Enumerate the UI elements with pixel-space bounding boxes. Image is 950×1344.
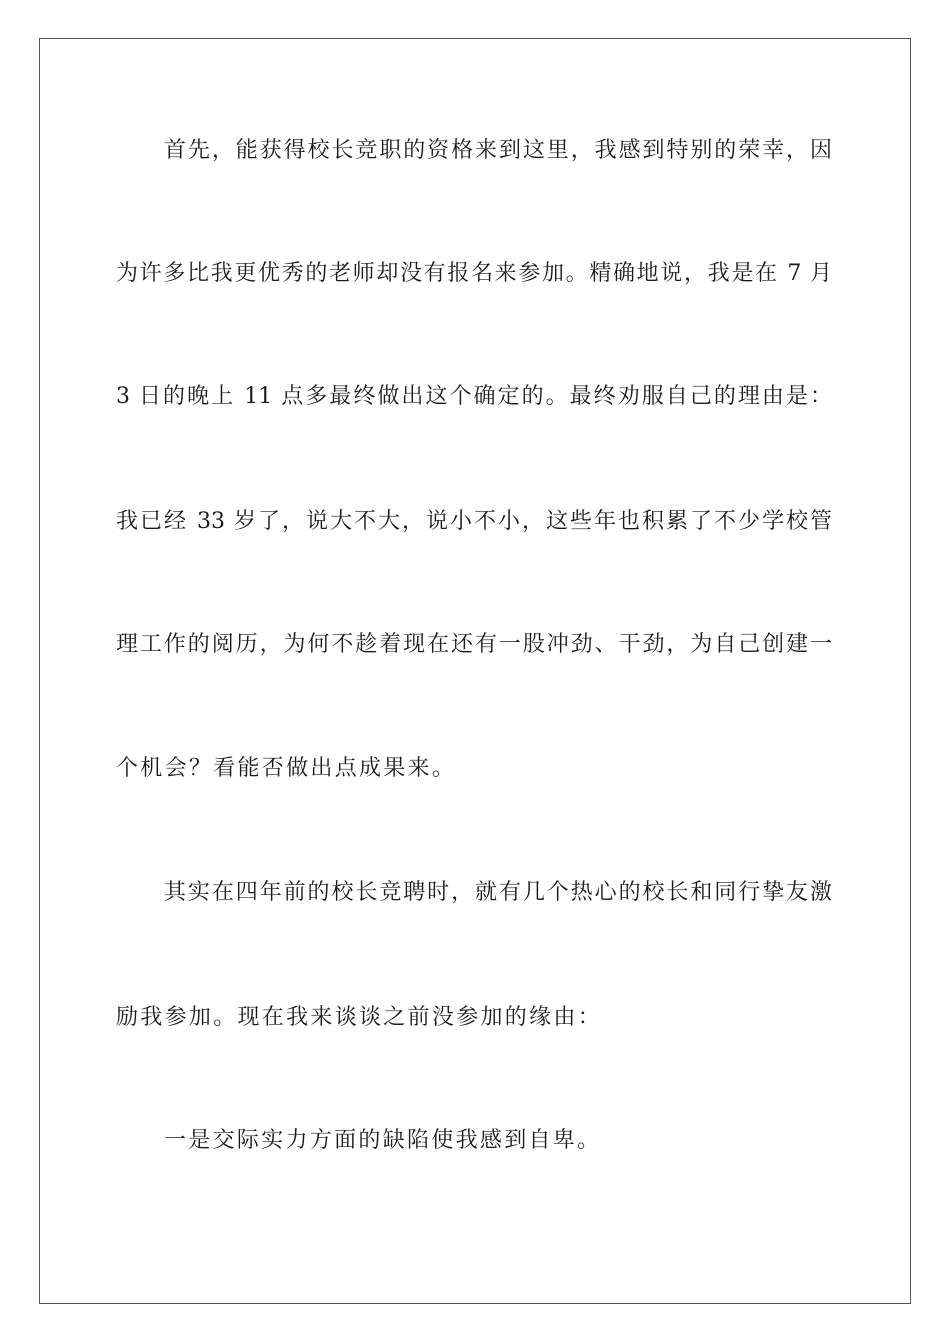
paragraph-2-line-2: 励我参加。现在我来谈谈之前没参加的缘由： <box>116 1005 603 1030</box>
paragraph-1-line-1: 首先，能获得校长竞职的资格来到这里，我感到特别的荣幸，因 <box>164 138 832 163</box>
page-border <box>39 38 911 1304</box>
paragraph-1-line-2: 为许多比我更优秀的老师却没有报名来参加。精确地说，我是在 7 月 <box>116 261 832 286</box>
paragraph-1-line-6: 个机会？看能否做出点成果来。 <box>116 756 457 781</box>
paragraph-1-line-4: 我已经 33 岁了，说大不大，说小不小，这些年也积累了不少学校管 <box>116 509 832 534</box>
paragraph-1-line-5: 理工作的阅历，为何不趁着现在还有一股冲劲、干劲，为自己创建一 <box>116 632 832 657</box>
paragraph-1-line-3: 3 日的晚上 11 点多最终做出这个确定的。最终劝服自己的理由是： <box>116 384 832 409</box>
paragraph-2-line-1: 其实在四年前的校长竞聘时，就有几个热心的校长和同行挚友激 <box>164 880 832 905</box>
paragraph-3-line-1: 一是交际实力方面的缺陷使我感到自卑。 <box>164 1128 602 1153</box>
